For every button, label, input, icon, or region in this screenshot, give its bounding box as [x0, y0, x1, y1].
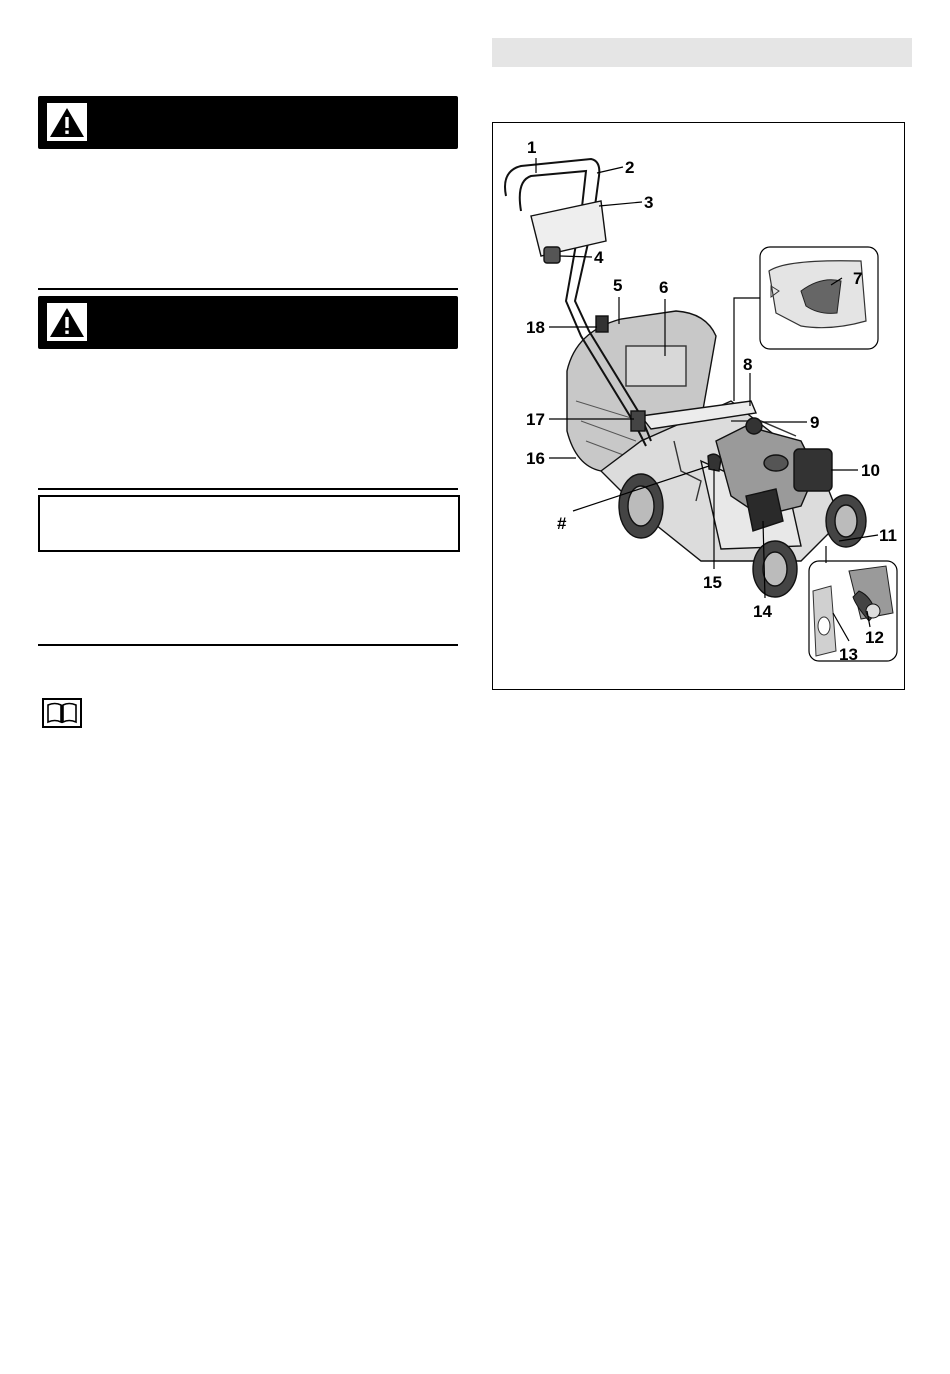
lawn-mower-figure: [492, 122, 905, 690]
callout-hash: #: [557, 514, 567, 533]
callout-7: 7: [853, 269, 863, 288]
lawn-mower-illustration: [505, 159, 886, 613]
callout-8: 8: [743, 355, 753, 374]
section-header-bar: [492, 38, 912, 67]
inset-handle-detail: [760, 247, 878, 349]
callout-16: 16: [526, 449, 545, 468]
callout-14: 14: [753, 602, 772, 621]
notice-box: [38, 495, 460, 552]
section-divider: [38, 644, 458, 646]
callout-4: 4: [594, 248, 604, 267]
callout-15: 15: [703, 573, 722, 592]
callout-1: 1: [527, 138, 537, 157]
warning-banner-2: [38, 296, 458, 349]
warning-triangle-icon: [47, 303, 87, 341]
callout-13: 13: [839, 645, 858, 664]
section-divider: [38, 288, 458, 290]
callout-2: 2: [625, 158, 635, 177]
warning-triangle-icon: [47, 103, 87, 141]
callout-9: 9: [810, 413, 820, 432]
warning-banner-1: [38, 96, 458, 149]
section-divider: [38, 488, 458, 490]
callout-6: 6: [659, 278, 669, 297]
callout-3: 3: [644, 193, 654, 212]
callout-18: 18: [526, 318, 545, 337]
callout-12: 12: [865, 628, 884, 647]
callout-17: 17: [526, 410, 545, 429]
callout-11: 11: [879, 526, 897, 545]
callout-10: 10: [861, 461, 880, 480]
callout-5: 5: [613, 276, 623, 295]
book-icon: [42, 698, 82, 728]
